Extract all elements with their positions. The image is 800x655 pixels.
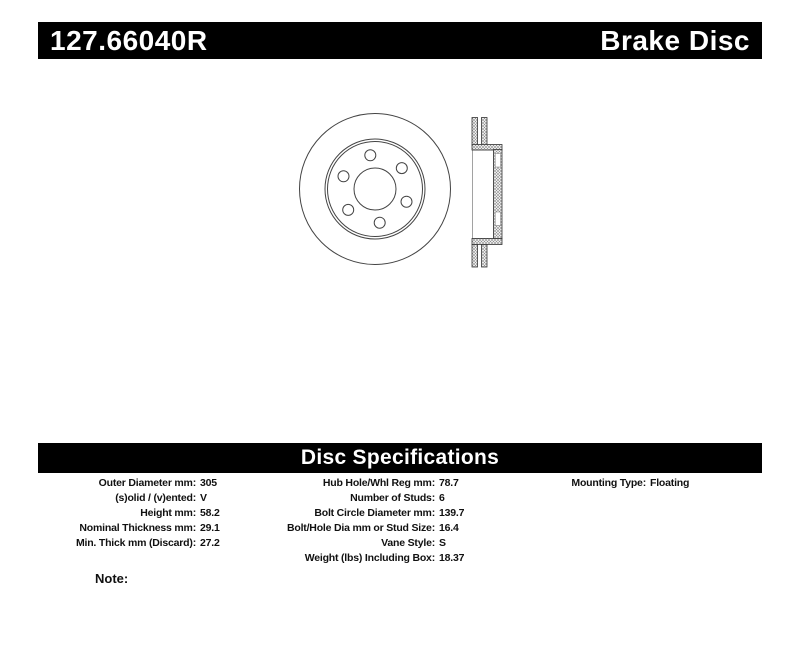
- hub-ring-outer-circle: [325, 139, 425, 239]
- spec-label: Number of Studs:: [350, 492, 435, 504]
- spec-row-solid-vented: [36, 491, 266, 506]
- spec-row-bolt-hole-dia: [235, 521, 505, 536]
- spec-row-number-of-studs: [235, 491, 505, 506]
- spec-row-min-thickness: [36, 536, 266, 551]
- center-hub-hole: [354, 168, 396, 210]
- spec-row-weight: [235, 551, 505, 566]
- spec-value: 6: [439, 492, 445, 504]
- spec-label: Mounting Type:: [571, 477, 646, 489]
- technical-drawing: [285, 100, 515, 280]
- spec-row-bolt-circle-diameter: [235, 506, 505, 521]
- spec-label: Nominal Thickness mm:: [79, 522, 196, 534]
- stud-hole: [374, 217, 385, 228]
- note-label: Note:: [95, 571, 129, 586]
- specs-section-title: Disc Specifications: [300, 446, 500, 469]
- spec-label: Weight (lbs) Including Box:: [304, 552, 435, 564]
- spec-value: 58.2: [200, 507, 220, 519]
- stud-hole: [365, 150, 376, 161]
- stud-hole: [343, 204, 354, 215]
- spec-label: Hub Hole/Whl Reg mm:: [322, 477, 435, 489]
- header-bar: [38, 22, 762, 59]
- spec-value: 27.2: [200, 537, 220, 549]
- stud-hole-section: [495, 212, 500, 226]
- specs-column-right: [460, 476, 720, 491]
- brake-disc-front-view: [300, 114, 451, 265]
- product-title: Brake Disc: [600, 24, 750, 56]
- spec-value: 305: [200, 477, 217, 489]
- spec-row-nominal-thickness: [36, 521, 266, 536]
- specs-section-bar: [38, 443, 762, 473]
- brake-disc-cross-section: [472, 118, 502, 268]
- spec-value: 16.4: [439, 522, 459, 534]
- stud-hole: [396, 163, 407, 174]
- spec-label: Bolt Circle Diameter mm:: [314, 507, 435, 519]
- stud-hole: [401, 196, 412, 207]
- friction-plate-section: [482, 245, 488, 268]
- stud-hole-section: [495, 154, 500, 168]
- hat-step-section: [472, 239, 502, 245]
- friction-plate-section: [482, 118, 488, 146]
- spec-label: Min. Thick mm (Discard):: [75, 537, 196, 549]
- spec-label: Height mm:: [140, 507, 196, 519]
- spec-value: S: [439, 537, 446, 549]
- spec-value: 18.37: [439, 552, 465, 564]
- outer-diameter-circle: [300, 114, 451, 265]
- spec-value: V: [200, 492, 207, 504]
- spec-row-mounting-type: [460, 476, 720, 491]
- spec-value: 29.1: [200, 522, 220, 534]
- spec-label: Outer Diameter mm:: [98, 477, 196, 489]
- spec-value: Floating: [650, 477, 690, 489]
- spec-row-height: [36, 506, 266, 521]
- stud-hole: [338, 171, 349, 182]
- specs-column-left: [36, 476, 266, 551]
- hat-interior-outline: [473, 150, 494, 239]
- spec-label: Bolt/Hole Dia mm or Stud Size:: [286, 522, 435, 534]
- spec-value: 139.7: [439, 507, 465, 519]
- friction-plate-section: [472, 245, 478, 268]
- hub-ring-inner-circle: [328, 142, 423, 237]
- friction-plate-section: [472, 118, 478, 146]
- spec-value: 78.7: [439, 477, 459, 489]
- spec-label: (s)olid / (v)ented:: [115, 492, 196, 504]
- spec-label: Vane Style:: [381, 537, 435, 549]
- part-number: 127.66040R: [50, 24, 208, 56]
- brake-disc-drawing-svg: [285, 100, 515, 280]
- spec-row-vane-style: [235, 536, 505, 551]
- spec-row-outer-diameter: [36, 476, 266, 491]
